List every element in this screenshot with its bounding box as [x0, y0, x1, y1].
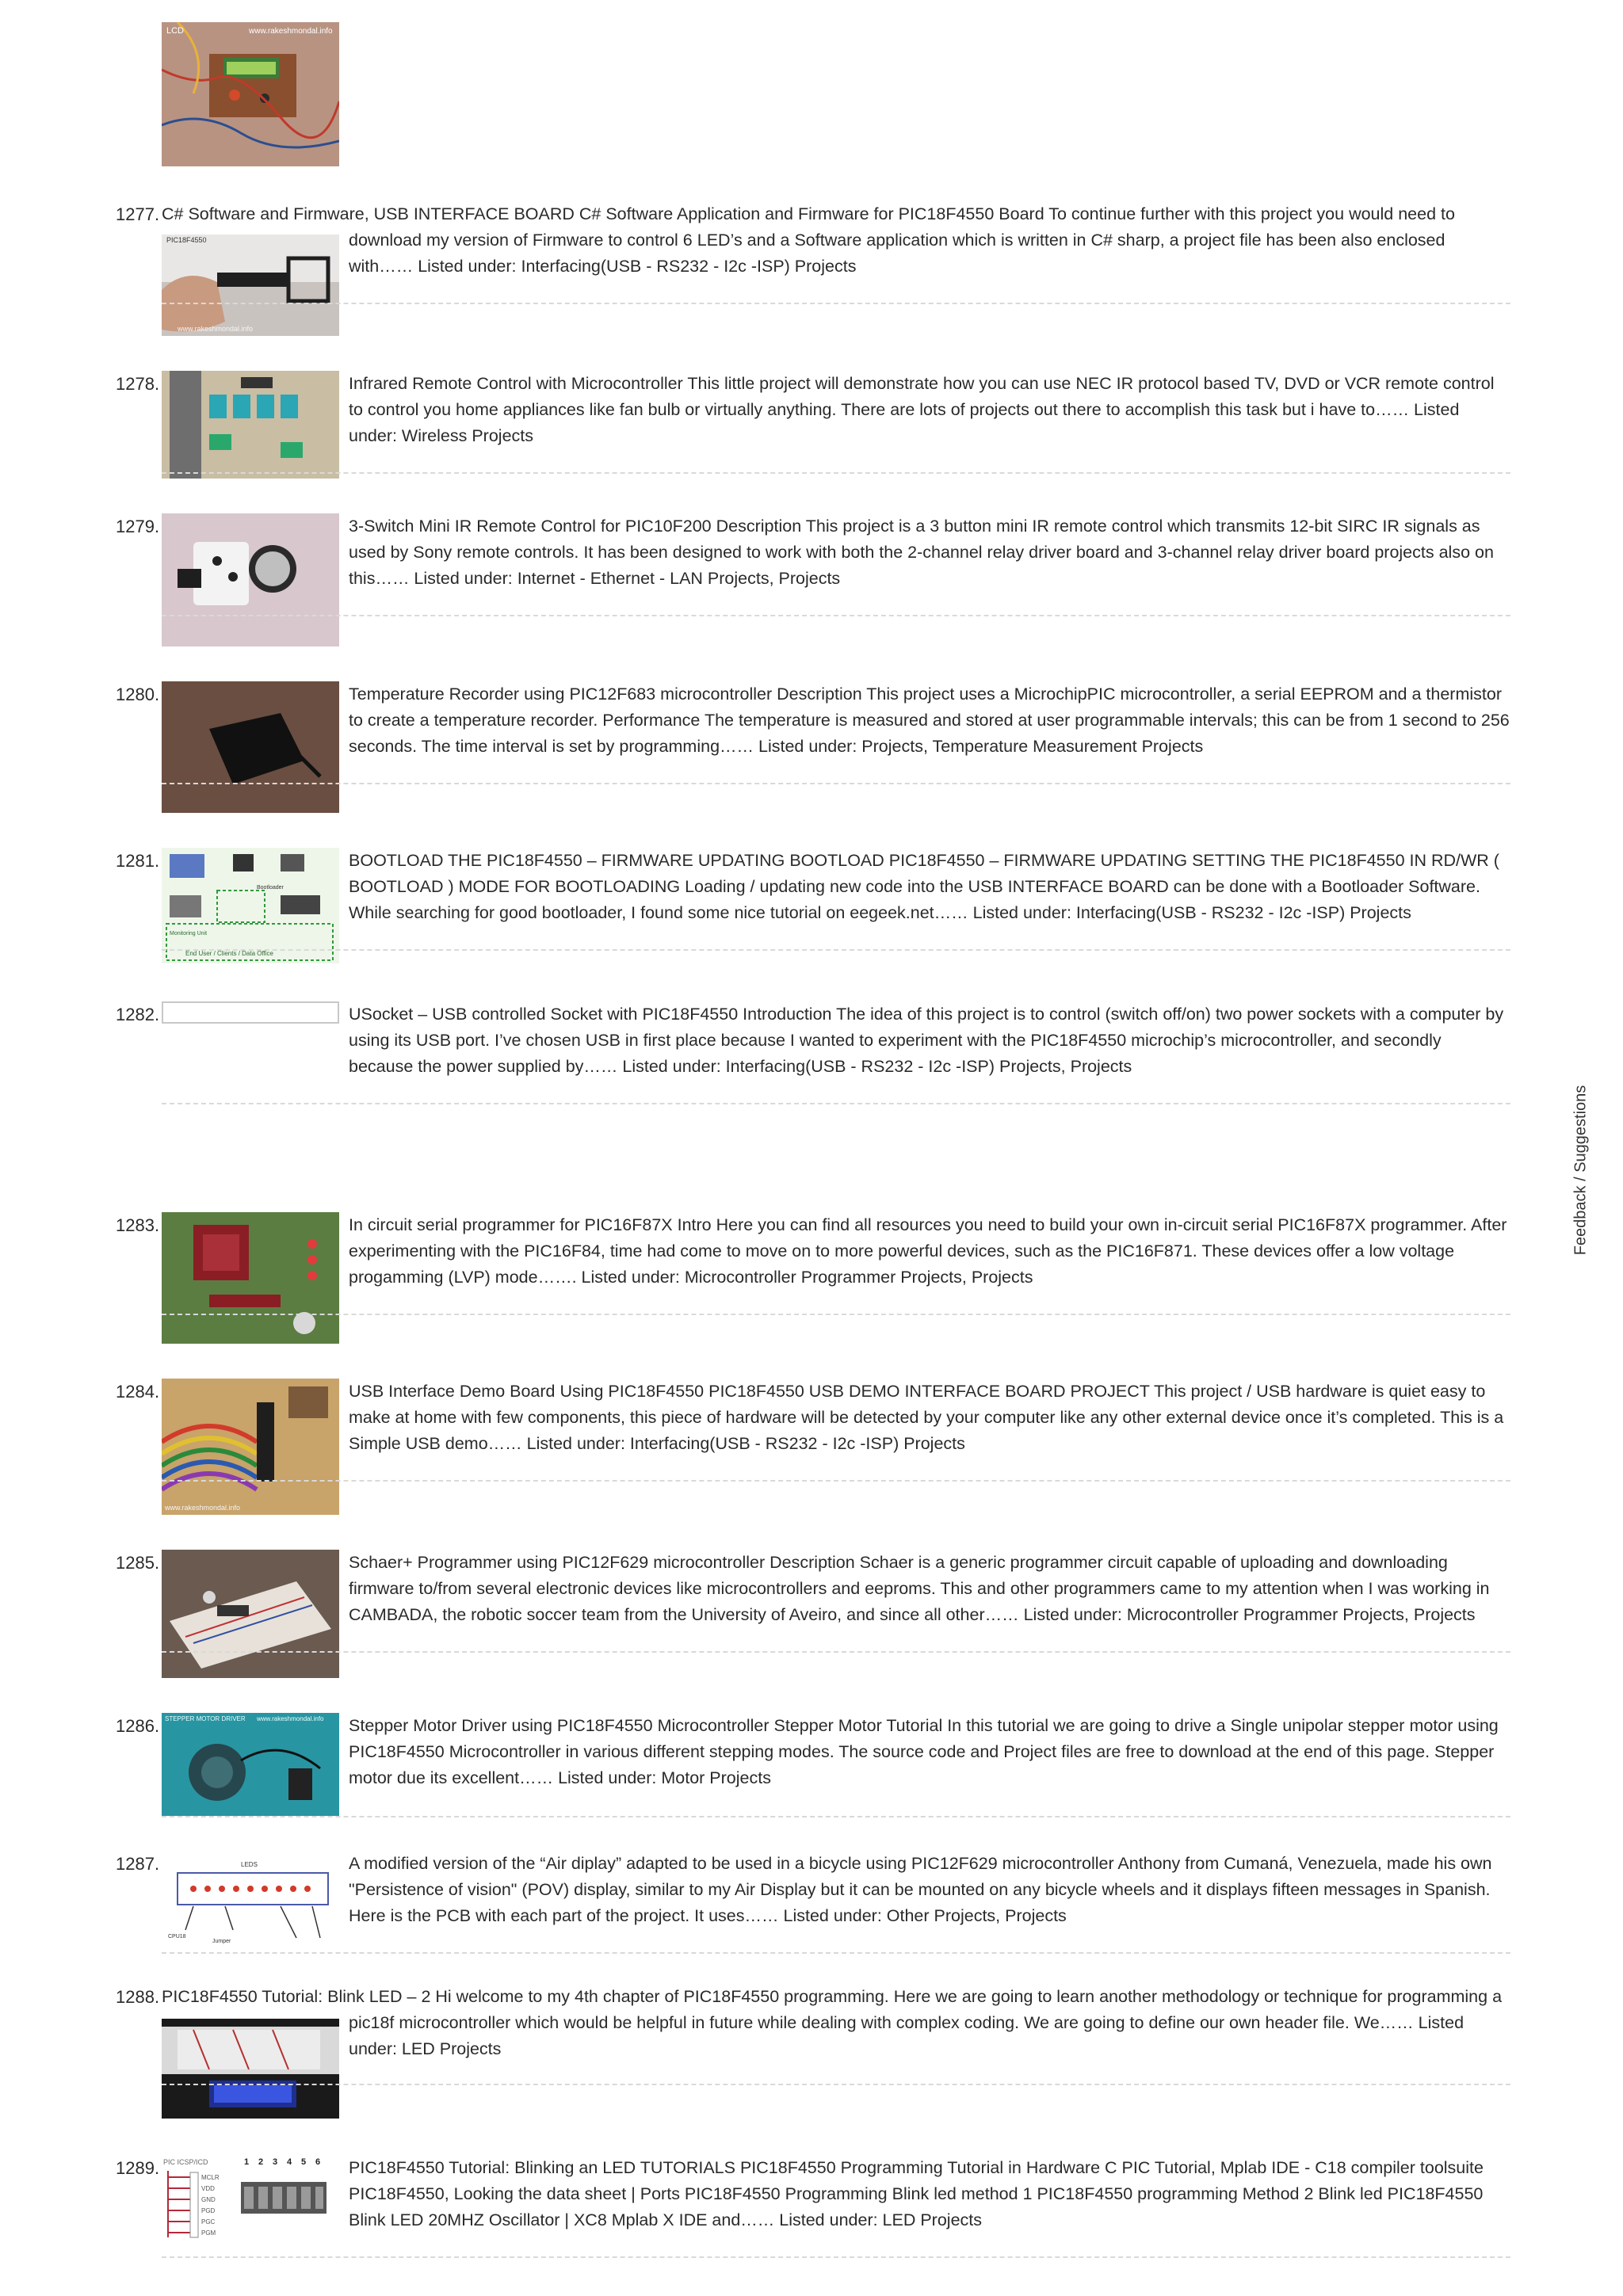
entry-text[interactable]: A modified version of the “Air diplay” adapted to be used in a bicycle using PIC12F629 microcontroller Anthony from Cumaná, Venezuela, made his own "Persistence of vision" (POV) display, similar to my Air Display but it can be mounted on any bicycle wheels and it displays fifteen messages in Spanish. Here is the PCB with each part of the project. It uses…… Listed under: Other Projects, Projects — [349, 1854, 1492, 1925]
thumb-label: 5 — [301, 2157, 307, 2167]
separator — [162, 1314, 1510, 1315]
entry-text[interactable] — [162, 201, 1510, 280]
entry-text[interactable]: Temperature Recorder using PIC12F683 microcontroller Description This project uses a MicrochipPIC microcontroller, a serial EEPROM and a thermistor to create a temperature recorder. Performance The temperature is measured and stored at user programmable intervals; this can be from 1 second to 256 seconds. The time interval is set by programming…… Listed under: Projects, Temperature Measurement Projects — [349, 685, 1510, 756]
separator — [162, 615, 1510, 616]
separator — [162, 303, 1510, 304]
entry-number: 1280. — [116, 685, 160, 704]
thumb-watermark: www.rakeshmondal.info — [257, 1715, 324, 1722]
entry-number: 1279. — [116, 517, 160, 536]
entry-text[interactable]: In circuit serial programmer for PIC16F87X Intro Here you can find all resources you need to build your own in-circuit serial PIC16F87X programmer. After experimenting with the PIC16F84, time had come to move on to more powerful devices, such as the PIC16F871. These devices offer a low voltage progamming (LVP) mode……. Listed under: Microcontroller Programmer Projects, Projects — [349, 1215, 1507, 1287]
entry-thumbnail[interactable] — [162, 1212, 339, 1344]
entry-thumbnail[interactable] — [162, 371, 339, 479]
entry-number: 1287. — [116, 1854, 160, 1874]
entry-number: 1288. — [116, 1987, 160, 2007]
entry-text[interactable]: 3-Switch Mini IR Remote Control for PIC10F200 Description This project is a 3 button mini IR remote control which transmits 12-bit SIRC IR signals as used by Sony remote controls. It has been designed to work with both the 2-channel relay driver board and 3-channel relay driver board projects also on this…… Listed under: Internet - Ethernet - LAN Projects, Projects — [349, 517, 1494, 588]
thumb-label: GND — [201, 2196, 216, 2203]
entry-text[interactable]: Infrared Remote Control with Microcontroller This little project will demonstrate how you can use NEC IR protocol based TV, DVD or VCR remote control to control you home appliances like fan bulb or virtually anything. There are lots of projects out there to accomplish this task but i have to…… Listed under: Wireless Projects — [349, 374, 1495, 445]
broken-image-icon[interactable] — [162, 1001, 339, 1024]
entry-text[interactable]: USocket – USB controlled Socket with PIC18F4550 Introduction The idea of this project is to control (switch off/on) two power sockets with a computer by using its USB port. I’ve chosen USB in first place because I wanted to experiment with the PIC18F4550 microchip’s microcontroller, and secondly because the power supplied by…… Listed under: Interfacing(USB - RS232 - I2c -ISP) Projects, Projects — [349, 1005, 1504, 1076]
entry-text[interactable]: Schaer+ Programmer using PIC12F629 microcontroller Description Schaer is a generic programmer circuit capable of uploading and downloading firmware to/from several electronic devices like microcontrollers and eeproms. This and other programmers came to my attention when I was working in CAMBADA, the robotic soccer team from the University of Aveiro, and since all other…… Listed under: Microcontroller Programmer Projects, Projects — [349, 1553, 1490, 1624]
entry-thumbnail[interactable] — [162, 1713, 339, 1816]
entry-number: 1284. — [116, 1382, 160, 1402]
thumb-label: 3 — [273, 2157, 278, 2167]
thumb-label: Monitoring Unit — [170, 931, 208, 936]
entry-number: 1278. — [116, 374, 160, 394]
thumb-watermark: www.rakeshmondal.info — [165, 1504, 241, 1512]
thumb-label: LEDS — [241, 1861, 258, 1868]
entry-number: 1277. — [116, 204, 160, 224]
entry-text[interactable]: Stepper Motor Driver using PIC18F4550 Microcontroller Stepper Motor Tutorial In this tutorial we are going to drive a Single unipolar stepper motor using PIC18F4550 Microcontroller in various different stepping modes. The source code and Project files are free to download at the end of this page. Stepper motor due its excellent…… Listed under: Motor Projects — [349, 1716, 1499, 1787]
thumb-caption: PIC18F4550 — [166, 236, 207, 244]
thumb-label: PGM — [201, 2229, 216, 2237]
thumb-label: Bootloader — [257, 885, 284, 891]
thumb-watermark: www.rakeshmondal.info — [178, 325, 254, 333]
entry-number: 1289. — [116, 2158, 160, 2178]
entry-thumbnail[interactable] — [162, 235, 339, 336]
thumb-label: 4 — [287, 2157, 292, 2167]
entry-thumbnail[interactable] — [162, 2019, 339, 2119]
separator — [162, 2256, 1510, 2258]
entry-number: 1285. — [116, 1553, 160, 1573]
separator — [162, 1651, 1510, 1653]
separator — [162, 1952, 1510, 1954]
separator — [162, 472, 1510, 474]
entry-thumbnail[interactable] — [162, 681, 339, 813]
thumb-label: 6 — [315, 2157, 321, 2167]
entry-number: 1286. — [116, 1716, 160, 1736]
separator — [162, 949, 1510, 951]
thumb-label: End User / Clients / Data Office — [185, 950, 274, 957]
thumb-label: VDD — [201, 2185, 215, 2192]
thumb-label: MCLR — [201, 2174, 220, 2181]
separator — [162, 1103, 1510, 1104]
entry-body: C# Software and Firmware, USB INTERFACE BOARD C# Software Application and Firmware for PIC18F4550 Board To continue further with this project you would need to download my version of Firmware to control 6 LED’s and a Software application which is written in C# sharp, a project file has been also enclosed with…… Listed under: Interfacing(USB - RS232 - I2c -ISP) Projects — [162, 204, 1455, 276]
entry-text[interactable]: PIC18F4550 Tutorial: Blink LED – 2 Hi welcome to my 4th chapter of PIC18F4550 programming. Here we are going to learn another methodology or technique for programming a pic18f microcontroller which would be helpful in future while dealing with complex coding. We are going to define our own header file. We…… Listed under: LED Projects — [162, 1987, 1503, 2058]
entry-text[interactable]: USB Interface Demo Board Using PIC18F4550 PIC18F4550 USB DEMO INTERFACE BOARD PROJECT This project / USB hardware is quiet easy to make at home with few components, this piece of hardware will be detected by your computer like any other external device once it’s completed. This is a Simple USB demo…… Listed under: Interfacing(USB - RS232 - I2c -ISP) Projects — [349, 1382, 1504, 1453]
separator — [162, 1480, 1510, 1482]
entry-thumbnail[interactable] — [162, 1550, 339, 1678]
thumb-label: Jumper — [212, 1939, 231, 1944]
entry-thumbnail[interactable] — [162, 848, 339, 963]
top-thumb-watermark: www.rakeshmondal.info — [249, 27, 333, 36]
entry-thumbnail[interactable] — [162, 513, 339, 646]
separator — [162, 783, 1510, 784]
entry-number: 1282. — [116, 1005, 160, 1024]
feedback-tab-label: Feedback / Suggestions — [1571, 1085, 1590, 1256]
thumb-caption: STEPPER MOTOR DRIVER — [165, 1715, 246, 1722]
thumb-label: 2 — [258, 2157, 264, 2167]
thumb-label: 1 — [244, 2157, 250, 2167]
feedback-tab[interactable] — [1568, 1079, 1594, 1261]
entry-text[interactable]: PIC18F4550 Tutorial: Blinking an LED TUTORIALS PIC18F4550 Programming Tutorial in Hardware C PIC Tutorial, Mplab IDE - C18 compiler toolsuite PIC18F4550, Looking the data sheet | Ports PIC18F4550 Programming Blink led method 1 PIC18F4550 programming Method 2 Blink led PIC18F4550 Blink LED 20MHZ Oscillator | XC8 Mplab X IDE and…… Listed under: LED Projects — [349, 2158, 1484, 2229]
entry-thumbnail[interactable] — [162, 1851, 339, 1949]
top-entry-thumbnail[interactable] — [162, 22, 339, 166]
thumb-label: PGC — [201, 2218, 216, 2225]
entry-thumbnail[interactable] — [162, 2155, 339, 2241]
entry-number: 1281. — [116, 851, 160, 871]
thumb-label: CPU18 — [168, 1934, 186, 1939]
thumb-label: PIC ICSP/ICD — [163, 2158, 208, 2166]
separator — [162, 2084, 1510, 2085]
thumb-label: PGD — [201, 2207, 216, 2214]
entry-number: 1283. — [116, 1215, 160, 1235]
entry-thumbnail[interactable] — [162, 1379, 339, 1515]
top-thumb-label: LCD — [166, 26, 185, 36]
entry-text[interactable]: BOOTLOAD THE PIC18F4550 – FIRMWARE UPDATING BOOTLOAD PIC18F4550 – FIRMWARE UPDATING SETTING THE PIC18F4550 IN RD/WR ( BOOTLOAD ) MODE FOR BOOTLOADING Loading / updating new code into the USB INTERFACE BOARD can be done with a Bootloader Software. While searching for good bootloader, I found some nice tutorial on eegeek.net…… Listed under: Interfacing(USB - RS232 - I2c -ISP) Projects — [349, 851, 1499, 922]
separator — [162, 1816, 1510, 1817]
